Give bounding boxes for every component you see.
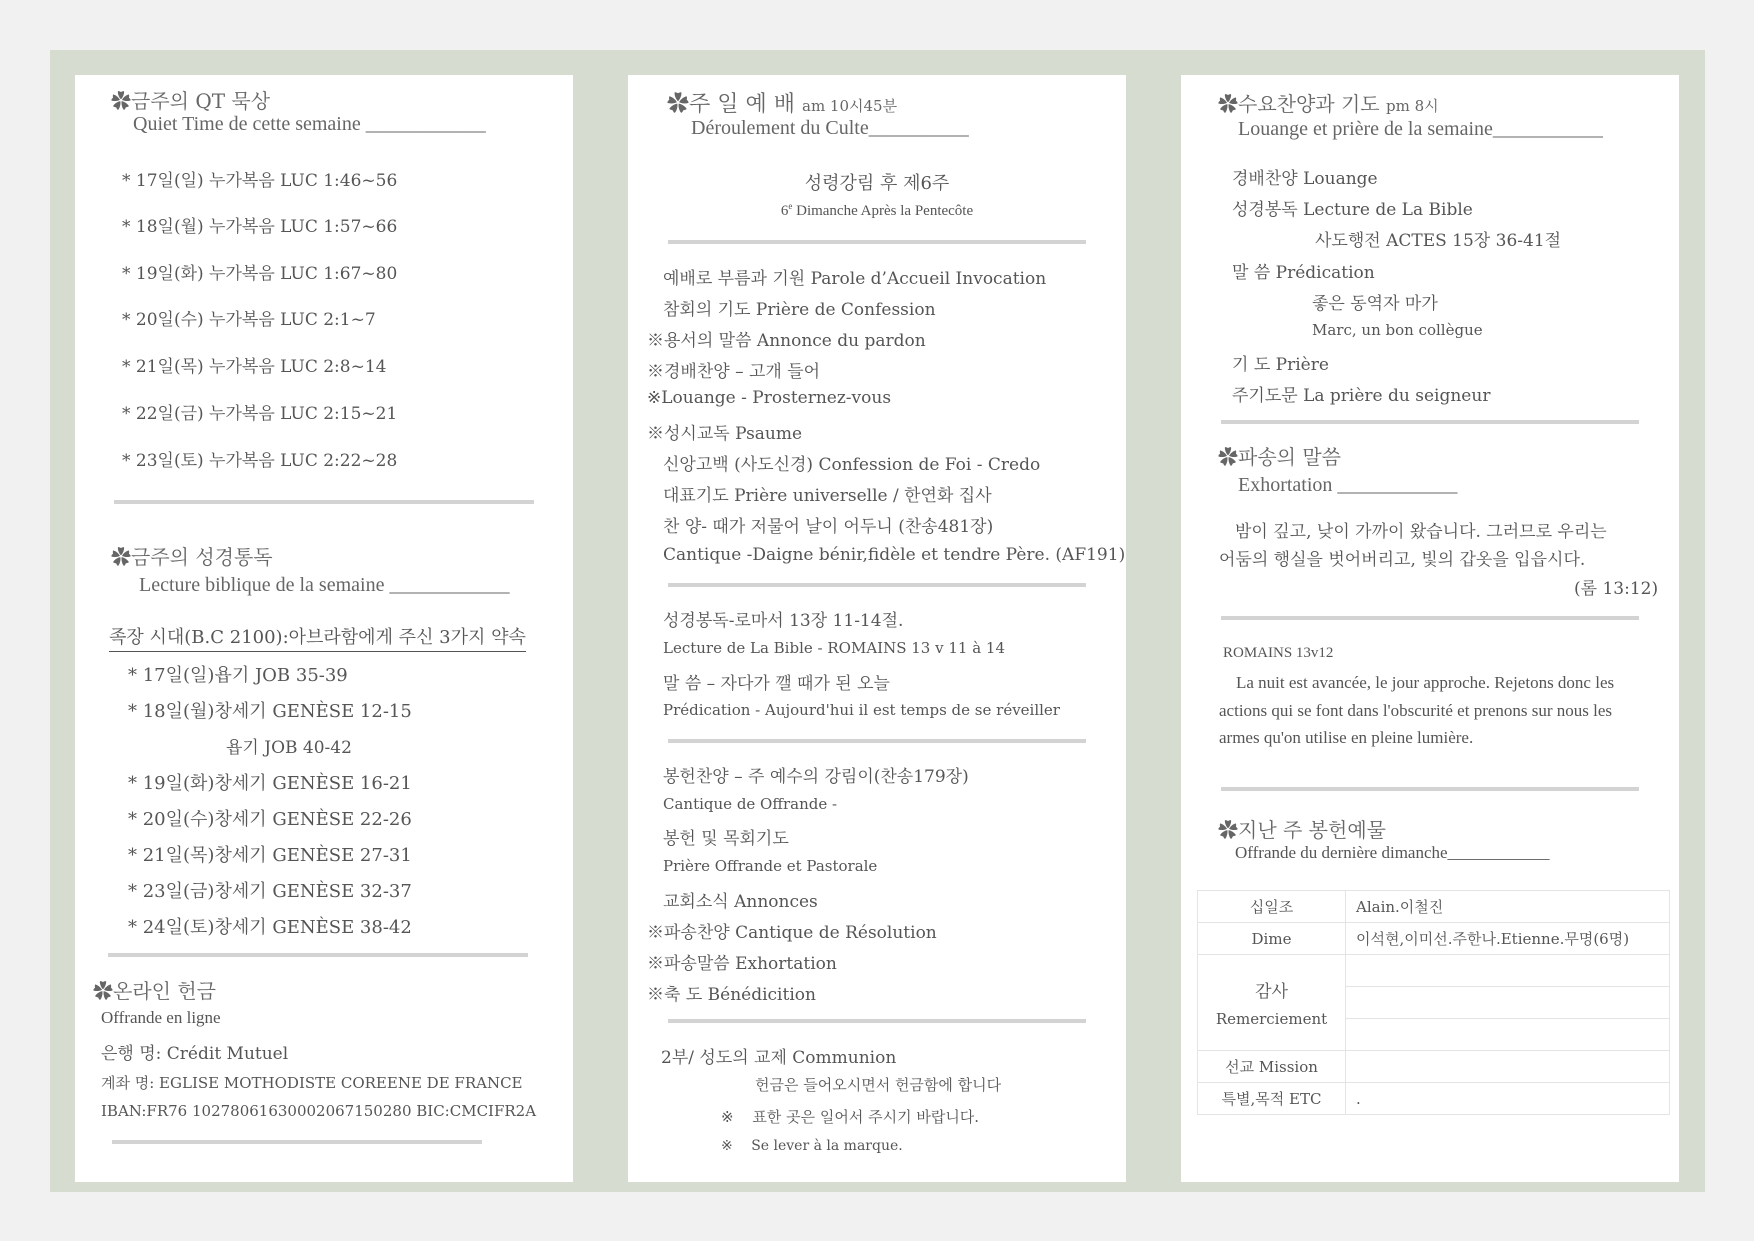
offering-subheading: Offrande du dernière dimanche____________: [1235, 843, 1550, 862]
special-label: 특별,목적 ETC: [1198, 1083, 1346, 1115]
account-name: 계좌 명: EGLISE MOTHODISTE COREENE DE FRANCE: [101, 1074, 523, 1092]
qt-item: * 23일(토) 누가복음 LUC 2:22~28: [122, 451, 398, 471]
bible-item: * 20일(수)창세기 GENÈSE 22-26: [128, 809, 412, 830]
order-item: 봉헌 및 목회기도: [663, 829, 789, 849]
romains-line: armes qu'on utilise en pleine lumière.: [1219, 728, 1474, 747]
bible-item: * 17일(일)욥기 JOB 35-39: [128, 665, 348, 686]
season-fr-sup: e: [788, 201, 793, 211]
table-row: [1198, 923, 1670, 955]
order-item: Cantique de Offrande -: [663, 795, 838, 813]
divider: [668, 240, 1086, 244]
mission-label: 선교 Mission: [1198, 1051, 1346, 1083]
divider: [668, 739, 1086, 743]
romains-line: La nuit est avancée, le jour approche. Rejetons donc les: [1236, 673, 1615, 692]
bible-heading: ✿금주의 성경통독: [111, 545, 273, 569]
wednesday-item: 좋은 동역자 마가: [1312, 294, 1438, 314]
divider: [668, 583, 1086, 587]
exhortation-subheading: Exhortation ____________: [1238, 474, 1458, 496]
order-item: ※Louange - Prosternez-vous: [647, 388, 892, 408]
season-ko: 성령강림 후 제6주: [804, 173, 950, 194]
qt-item: * 22일(금) 누가복음 LUC 2:15~21: [122, 404, 398, 424]
order-item: ※축 도 Bénédicition: [647, 985, 816, 1005]
dime-value-1: Alain.이철진: [1346, 891, 1670, 923]
order-item: ※경배찬양 – 고개 들어: [647, 362, 821, 382]
order-item: 신앙고백 (사도신경) Confession de Foi - Credo: [663, 455, 1041, 475]
bible-subheading: Lecture biblique de la semaine ____________: [139, 574, 510, 596]
qt-subheading: Quiet Time de cette semaine ____________: [133, 113, 486, 135]
thanks-ko: 감사: [1255, 982, 1288, 1002]
romains-line: actions qui se font dans l'obscurité et prenons sur nous les: [1219, 701, 1613, 720]
order-item: ※성시교독 Psaume: [647, 424, 803, 444]
order-item: 예배로 부름과 기원 Parole d’Accueil Invocation: [663, 269, 1047, 289]
season-fr: [628, 201, 1126, 220]
order-item: 대표기도 Prière universelle / 한연화 집사: [663, 486, 992, 506]
qt-item: * 18일(월) 누가복음 LUC 1:57~66: [122, 217, 398, 237]
wednesday-title: ✿수요찬양과 기도: [1218, 92, 1380, 116]
season-fr-text: Dimanche Après la Pentecôte: [792, 203, 974, 219]
divider: [112, 1140, 482, 1144]
bible-theme: 족장 시대(B.C 2100):아브라함에게 주신 3가지 약속: [109, 623, 526, 652]
romains-ref: ROMAINS 13v12: [1223, 645, 1334, 661]
offering-heading: ✿지난 주 봉헌예물: [1218, 818, 1386, 842]
qt-item: * 19일(화) 누가복음 LUC 1:67~80: [122, 264, 398, 284]
wednesday-item: 말 씀 Prédication: [1232, 263, 1375, 283]
order-item: 교회소식 Annonces: [663, 892, 818, 912]
order-item: 찬 양- 때가 저물어 날이 어두니 (찬송481장): [663, 517, 994, 537]
dime-fr-label: Dime: [1198, 923, 1346, 955]
bible-item: 욥기 JOB 40-42: [226, 738, 352, 758]
qt-item: * 20일(수) 누가복음 LUC 2:1~7: [122, 310, 376, 330]
offering-note: 헌금은 들어오시면서 헌금함에 합니다: [755, 1076, 1002, 1094]
special-value: .: [1346, 1083, 1670, 1115]
stand-mark: ※: [721, 1108, 734, 1126]
stand-note-ko: [721, 1106, 979, 1127]
table-row: [1198, 955, 1670, 987]
stand-mark: ※: [721, 1138, 733, 1154]
qt-item: * 17일(일) 누가복음 LUC 1:46~56: [122, 171, 398, 191]
exhortation-ref: (롬 13:12): [1574, 579, 1659, 599]
order-item: Prédication - Aujourd'hui il est temps de se réveiller: [663, 701, 1060, 719]
iban: IBAN:FR76 10278061630002067150280 BIC:CMCIFR2A: [101, 1102, 537, 1120]
thanks-fr: Remerciement: [1215, 1010, 1328, 1028]
online-subheading: Offrande en ligne: [101, 1008, 221, 1027]
mission-value: [1346, 1051, 1670, 1083]
order-item: 말 씀 – 자다가 깰 때가 된 오늘: [663, 674, 890, 694]
divider: [1221, 616, 1639, 620]
exhortation-heading: ✿파송의 말씀: [1218, 445, 1341, 469]
wednesday-item: 경배찬양 Louange: [1232, 169, 1378, 189]
bible-item: * 24일(토)창세기 GENÈSE 38-42: [128, 917, 412, 938]
worship-time: am 10시45분: [802, 97, 898, 115]
divider: [108, 953, 528, 957]
order-item: ※용서의 말씀 Annonce du pardon: [647, 331, 926, 351]
worship-title: ✿주 일 예 배: [667, 92, 795, 117]
order-item: 봉헌찬양 – 주 예수의 강림이(찬송179장): [663, 767, 969, 787]
stand-note-fr: [721, 1138, 903, 1154]
table-row: [1198, 1051, 1670, 1083]
thanks-value: [1346, 1019, 1670, 1051]
order-item: ※파송말씀 Exhortation: [647, 954, 837, 974]
bible-item: * 21일(목)창세기 GENÈSE 27-31: [128, 845, 412, 866]
table-row: [1198, 1083, 1670, 1115]
wednesday-item: 성경봉독 Lecture de La Bible: [1232, 200, 1473, 220]
divider: [1221, 787, 1639, 791]
worship-subheading: Déroulement du Culte__________: [691, 117, 969, 139]
thanks-value: [1346, 987, 1670, 1019]
bible-item: * 18일(월)창세기 GENÈSE 12-15: [128, 701, 412, 722]
bible-item: * 19일(화)창세기 GENÈSE 16-21: [128, 773, 412, 794]
thanks-value: [1346, 955, 1670, 987]
table-row: [1198, 891, 1670, 923]
bank-name: 은행 명: Crédit Mutuel: [101, 1044, 289, 1064]
season-fr-number: 6: [780, 203, 789, 219]
order-item: Lecture de La Bible - ROMAINS 13 v 11 à 14: [663, 639, 1005, 657]
order-item: Prière Offrande et Pastorale: [663, 857, 878, 875]
divider: [114, 500, 534, 504]
divider: [1221, 420, 1639, 424]
stand-note-text: 표한 곳은 일어서 주시기 바랍니다.: [752, 1108, 980, 1126]
wednesday-item: 주기도문 La prière du seigneur: [1232, 386, 1491, 406]
online-heading: ✿온라인 헌금: [93, 979, 216, 1003]
wednesday-item: 사도행전 ACTES 15장 36-41절: [1315, 231, 1562, 251]
exhortation-line: 어둠의 행실을 벗어버리고, 빛의 갑옷을 입읍시다.: [1219, 550, 1586, 570]
order-item: ※파송찬양 Cantique de Résolution: [647, 923, 937, 943]
worship-heading: [667, 87, 897, 118]
dime-ko-label: 십일조: [1198, 891, 1346, 923]
order-item: 성경봉독-로마서 13장 11-14절.: [663, 611, 904, 631]
wednesday-item: 기 도 Prière: [1232, 355, 1329, 375]
wednesday-subheading: Louange et prière de la semaine___________: [1238, 118, 1603, 140]
stand-note-fr-text: Se lever à la marque.: [751, 1138, 903, 1154]
divider: [668, 1019, 1086, 1023]
order-item: Cantique -Daigne bénir,fidèle et tendre Père. (AF191): [663, 545, 1126, 565]
bible-item: * 23일(금)창세기 GENÈSE 32-37: [128, 881, 412, 902]
dime-value-2: 이석현,이미선.주한나.Etienne.무명(6명): [1346, 923, 1670, 955]
qt-heading: ✿금주의 QT 묵상: [111, 89, 271, 113]
order-item: 참회의 기도 Prière de Confession: [663, 300, 936, 320]
qt-item: * 21일(목) 누가복음 LUC 2:8~14: [122, 357, 387, 377]
wednesday-item: Marc, un bon collègue: [1312, 321, 1483, 339]
part2-communion: 2부/ 성도의 교제 Communion: [661, 1048, 897, 1068]
wednesday-time: pm 8시: [1385, 97, 1439, 115]
offering-table: [1197, 890, 1670, 1115]
exhortation-line: 밤이 깊고, 낮이 가까이 왔습니다. 그러므로 우리는: [1235, 522, 1607, 542]
wednesday-heading: [1218, 88, 1439, 117]
thanks-label: [1198, 955, 1346, 1051]
